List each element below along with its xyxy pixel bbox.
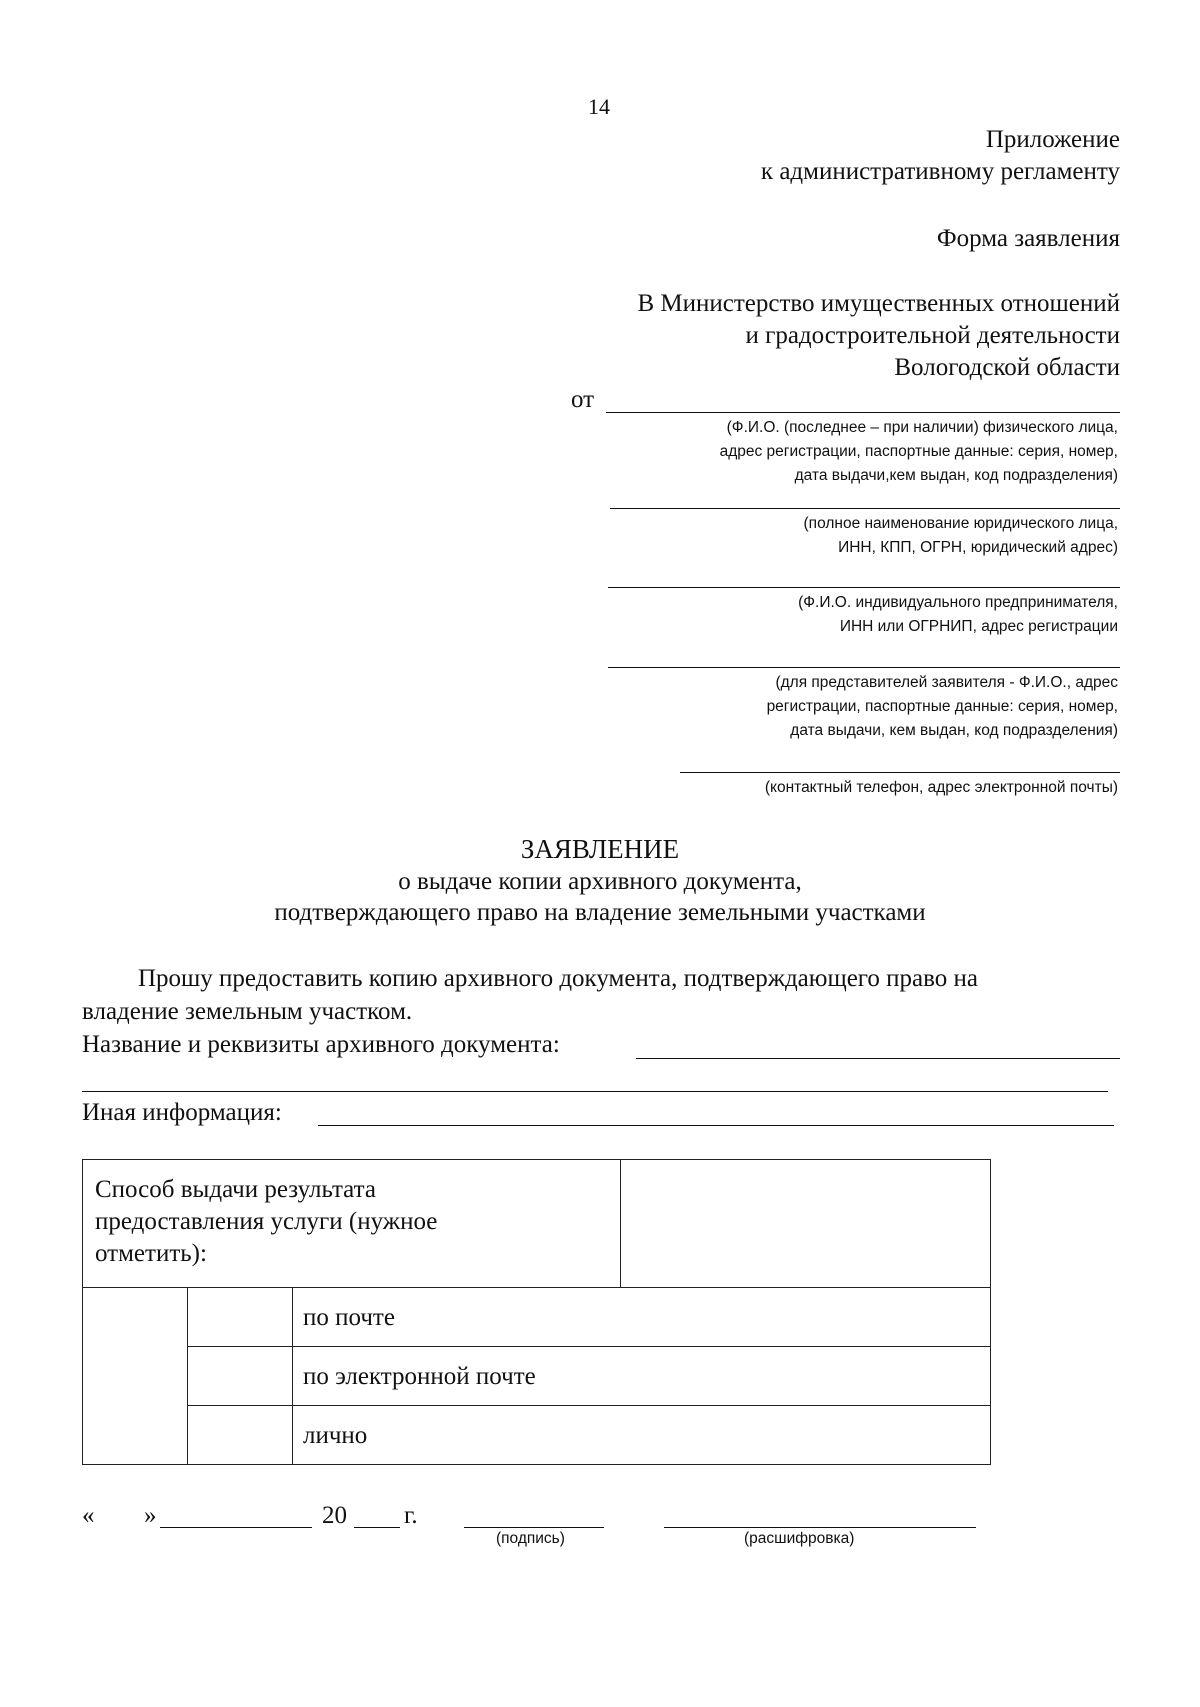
page-number: 14 — [588, 94, 610, 119]
option-email-checkbox[interactable] — [188, 1347, 293, 1406]
option-email: по электронной почте — [293, 1347, 991, 1406]
legal-entity-hint: (полное наименование юридического лица, ИНН, КПП, ОГРН, юридический адрес) — [803, 515, 1118, 556]
signature-decode-hint: (расшифровка) — [744, 1530, 855, 1547]
form-label: Форма заявления — [936, 225, 1120, 252]
option-mail-checkbox[interactable] — [188, 1288, 293, 1347]
appendix-subtitle: к административному регламенту — [760, 158, 1120, 185]
request-paragraph-line-1: Прошу предоставить копию архивного документа, подтверждающего право на — [138, 965, 979, 992]
request-paragraph-line-2: владение земельным участком. — [82, 998, 413, 1025]
document-title: ЗАЯВЛЕНИЕ — [520, 834, 680, 864]
date-year-line[interactable] — [354, 1527, 400, 1528]
delivery-blank-cell — [83, 1288, 188, 1465]
representative-line[interactable] — [608, 667, 1120, 668]
from-label: от — [571, 386, 595, 413]
other-info-line[interactable] — [318, 1125, 1114, 1126]
option-in-person: лично — [293, 1406, 991, 1465]
option-mail: по почте — [293, 1288, 991, 1347]
delivery-method-label-cell — [83, 1160, 621, 1288]
date-quote-close: » — [144, 1502, 157, 1529]
entrepreneur-line[interactable] — [608, 587, 1120, 588]
appendix-title: Приложение — [985, 126, 1120, 153]
date-year-prefix: 20 — [322, 1502, 347, 1529]
document-details-line[interactable] — [636, 1058, 1120, 1059]
option-in-person-checkbox[interactable] — [188, 1406, 293, 1465]
signature-line[interactable] — [464, 1527, 604, 1528]
addressee-line-3: Вологодской области — [894, 354, 1120, 381]
contacts-hint: (контактный телефон, адрес электронной почты) — [764, 779, 1118, 796]
document-details-label: Название и реквизиты архивного документа: — [82, 1031, 560, 1058]
addressee-line-2: и градостроительной деятельности — [745, 322, 1120, 349]
document-details-line-2[interactable] — [82, 1091, 1108, 1092]
delivery-method-label: Способ выдачи результата предоставления услуги (нужное отметить): — [95, 1176, 438, 1267]
delivery-method-value-cell — [620, 1160, 990, 1288]
entrepreneur-hint: (Ф.И.О. индивидуального предпринимателя, ИНН или ОГРНИП, адрес регистрации — [798, 594, 1118, 635]
addressee-line-1: В Министерство имущественных отношений — [637, 290, 1120, 317]
signature-hint: (подпись) — [496, 1530, 565, 1547]
signature-decode-line[interactable] — [664, 1527, 976, 1528]
delivery-method-table — [82, 1159, 991, 1465]
document-subtitle-1: о выдаче копии архивного документа, — [398, 868, 802, 895]
applicant-fio-line[interactable] — [606, 412, 1120, 413]
applicant-fio-hint: (Ф.И.О. (последнее – при наличии) физического лица, адрес регистрации, паспортные данные: серия, номер, дата выдачи,кем выдан, код подразделения) — [719, 419, 1118, 484]
representative-hint: (для представителей заявителя - Ф.И.О., адрес регистрации, паспортные данные: серия, номер, дата выдачи, кем выдан, код подразделения) — [766, 674, 1118, 739]
document-subtitle-2: подтверждающего право на владение земельными участками — [274, 899, 926, 926]
contacts-line[interactable] — [680, 772, 1120, 773]
other-info-label: Иная информация: — [82, 1099, 282, 1126]
date-month-line[interactable] — [160, 1527, 312, 1528]
legal-entity-line[interactable] — [610, 508, 1120, 509]
date-quote-open: « — [82, 1502, 95, 1529]
date-year-suffix: г. — [404, 1502, 418, 1529]
